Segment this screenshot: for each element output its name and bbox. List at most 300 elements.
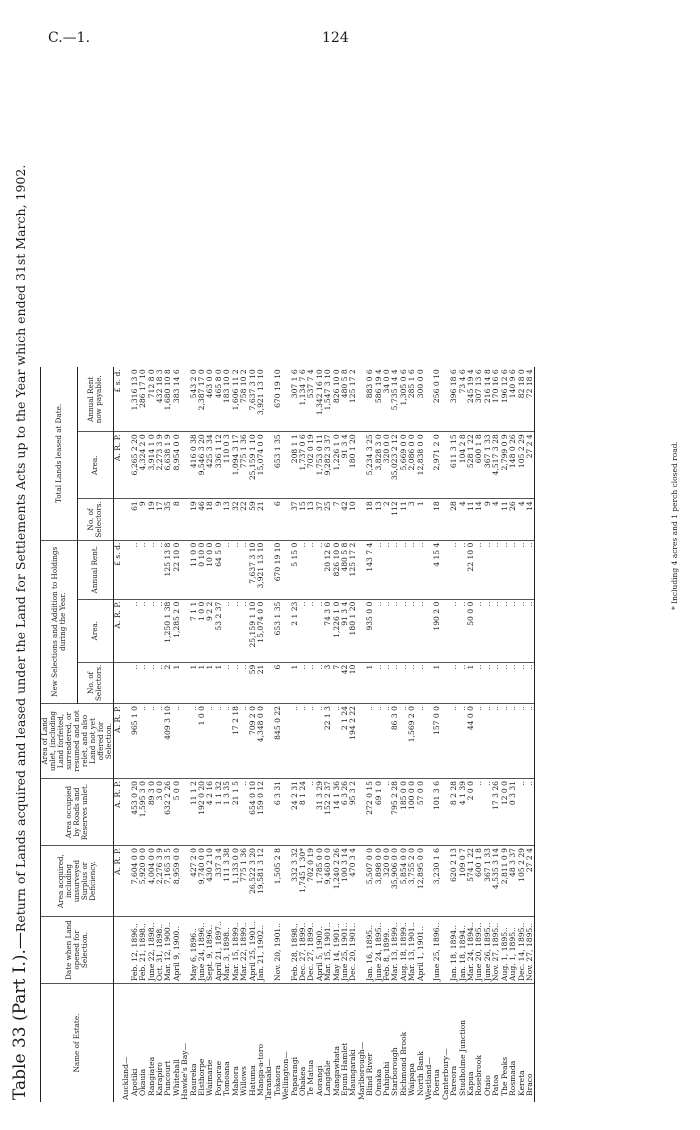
new-area: ..	[240, 599, 248, 662]
new-rent: 3,921 13 10	[257, 540, 265, 599]
roads-reserves: 24 2 31	[291, 779, 299, 846]
roads-reserves: ..	[475, 779, 483, 846]
roads-reserves: 5 0 0	[173, 779, 181, 846]
estate-name: Blind River	[365, 1052, 375, 1096]
rent-payable: 73 4 6	[459, 367, 467, 432]
new-selectors: ..	[375, 662, 383, 703]
area-acquired: 1,133 0 0	[232, 846, 240, 917]
area-acquired: 109 0 7	[459, 846, 467, 917]
table-row	[408, 367, 416, 1102]
total-selectors: 42	[341, 499, 349, 540]
col-new-area: Area.	[77, 599, 114, 662]
total-selectors: 13	[223, 499, 231, 540]
new-selectors: 6	[274, 662, 282, 703]
area-unlet: 17 2 18	[232, 704, 240, 779]
new-rent: ..	[383, 540, 391, 599]
area-acquired: 5,854 0 0	[400, 846, 408, 917]
area-unlet: ..	[307, 704, 315, 779]
date-opened: Nov. 27, 1895..	[526, 917, 535, 984]
roads-reserves: 185 0 0	[400, 779, 408, 846]
table-row	[291, 367, 299, 1102]
roads-reserves: ..	[526, 779, 535, 846]
area-unlet: ..	[400, 704, 408, 779]
area-acquired: 26,522 3 20	[249, 846, 257, 917]
estate-name: North Bank	[415, 1051, 425, 1096]
rent-payable: 883 0 6	[366, 367, 374, 432]
district-row	[358, 367, 366, 1102]
area-acquired: 574 1 22	[467, 846, 475, 917]
new-area: 1,250 1 38	[164, 599, 172, 662]
date-opened: June 20, 1895..	[475, 917, 483, 984]
area-acquired: 1,505 2 8	[274, 846, 282, 917]
new-rent: ..	[509, 540, 517, 599]
total-area: 1,753 0 11	[316, 432, 324, 499]
total-area: 1,737 0 6	[299, 432, 307, 499]
col-new-selectors: No. of Selectors.	[77, 662, 114, 703]
total-selectors: 37	[291, 499, 299, 540]
area-acquired: 48 3 37	[509, 846, 517, 917]
new-selectors: ..	[223, 662, 231, 703]
new-area: 935 0 0	[366, 599, 374, 662]
total-selectors: 6	[274, 499, 282, 540]
total-area: 5,669 0 0	[400, 432, 408, 499]
district-name: Hawke's Bay—	[180, 1042, 190, 1100]
total-area: 2,273 3 9	[156, 432, 164, 499]
area-acquired: 4,004 0 0	[148, 846, 156, 917]
new-area: ..	[518, 599, 526, 662]
estate-name: Raureka	[188, 1063, 198, 1096]
area-unlet: ..	[484, 704, 492, 779]
table-row	[433, 367, 441, 1102]
date-opened: Jan. 18, 1894..	[450, 917, 458, 984]
new-selectors: ..	[492, 662, 500, 703]
table-title-text: Return of Lands acquired and leased under the Land for Settlements Acts up to the Year which ended 31st March, 1902.	[13, 164, 28, 933]
area-acquired: 427 2 0	[190, 846, 198, 917]
rent-payable: 307 13 6	[475, 367, 483, 432]
total-area: 4,324 2 0	[139, 432, 147, 499]
district-name: Taranaki—	[264, 1058, 274, 1100]
new-selectors: 1	[366, 662, 374, 703]
new-rent: ..	[299, 540, 307, 599]
new-rent: 826 10 0	[333, 540, 341, 599]
date-opened: Mar. 3, 1898..	[223, 917, 231, 984]
total-selectors: 11	[501, 499, 509, 540]
new-rent: 143 7 4	[366, 540, 374, 599]
roads-reserves: 4 2 16	[206, 779, 214, 846]
new-selectors: ..	[148, 662, 156, 703]
total-selectors: 18	[366, 499, 374, 540]
total-area: 611 3 15	[450, 432, 458, 499]
date-opened: Jan. 21, 1902..	[257, 917, 265, 984]
table-row	[215, 367, 223, 1102]
estate-name: Okauia	[138, 1068, 148, 1096]
date-opened: Mar. 15, 1899..	[232, 917, 240, 984]
estate-name: Apotiki	[129, 1068, 139, 1096]
landscape-page	[0, 60, 700, 1130]
table-row	[198, 367, 206, 1102]
total-selectors: 28	[450, 499, 458, 540]
total-area: 3,914 1 0	[148, 432, 156, 499]
total-area: 180 1 20	[349, 432, 357, 499]
district-row	[282, 367, 290, 1102]
total-selectors: 10	[349, 499, 357, 540]
roads-reserves: ..	[484, 779, 492, 846]
new-selectors: ..	[391, 662, 399, 703]
table-row	[274, 367, 282, 1102]
new-selectors: ..	[383, 662, 391, 703]
estate-name: Karapiro	[155, 1062, 165, 1096]
table-title-prefix: Table 33 (Part I.).—	[10, 932, 30, 1100]
rent-payable: 5,735 14 4	[391, 367, 399, 432]
total-area: 25,159 1 10	[249, 432, 257, 499]
new-rent: ..	[417, 540, 425, 599]
col-total-area: Area.	[77, 432, 114, 499]
date-opened: Aug. 1, 1895..	[509, 917, 517, 984]
new-area: ..	[375, 599, 383, 662]
district-name: Marlborough—	[356, 1041, 366, 1100]
new-selectors: 1	[206, 662, 214, 703]
date-opened: Dec. 27, 1899..	[307, 917, 315, 984]
total-area: 6,265 2 20	[131, 432, 139, 499]
new-rent: ..	[375, 540, 383, 599]
date-opened: Dec. 20, 1901..	[349, 917, 357, 984]
estate-name: Poerua	[432, 1069, 442, 1096]
area-unlet: 44 0 0	[467, 704, 475, 779]
new-area: ..	[492, 599, 500, 662]
area-unlet: ..	[366, 704, 374, 779]
date-opened: April 21, 1897..	[215, 917, 223, 984]
new-selectors: ..	[156, 662, 164, 703]
date-opened: Feb. 21, 1898..	[139, 917, 147, 984]
new-area: ..	[131, 599, 139, 662]
table-row	[492, 367, 500, 1102]
area-acquired: 775 1 36	[240, 846, 248, 917]
area-acquired: 4,535 3 14	[492, 846, 500, 917]
new-rent: ..	[131, 540, 139, 599]
date-opened: Feb. 28, 1898..	[291, 917, 299, 984]
new-area: 2 1 23	[291, 599, 299, 662]
new-rent: ..	[408, 540, 416, 599]
estate-name: Pareora	[449, 1065, 459, 1096]
unit-label: A. R. P.	[114, 599, 123, 662]
estate-name: Rangiatea	[146, 1056, 156, 1096]
roads-reserves: 152 2 37	[324, 779, 332, 846]
rent-payable: 396 18 6	[450, 367, 458, 432]
rent-payable: 1,316 13 0	[131, 367, 139, 432]
area-acquired: 35,906 0 0	[391, 846, 399, 917]
new-area: ..	[148, 599, 156, 662]
total-area: 336 1 12	[215, 432, 223, 499]
total-selectors: 22	[240, 499, 248, 540]
table-row	[509, 367, 517, 1102]
table-row	[467, 367, 475, 1102]
total-selectors: 11	[467, 499, 475, 540]
col-area: Area acquired, including unsurveyed Surplus or Deficiency.	[41, 846, 114, 917]
table-row	[131, 367, 139, 1102]
footnote: * Including 4 acres and 1 perch closed road.	[670, 441, 679, 610]
total-selectors: 112	[391, 499, 399, 540]
area-acquired: 367 1 33	[484, 846, 492, 917]
district-name: Auckland—	[121, 1056, 131, 1100]
date-opened: April 9, 1900..	[173, 917, 181, 984]
rent-payable: 826 10 0	[333, 367, 341, 432]
new-area: ..	[459, 599, 467, 662]
date-opened: Jan. 18, 1894..	[459, 917, 467, 984]
rent-payable: 1,680 10 8	[164, 367, 172, 432]
table-row	[484, 367, 492, 1102]
new-rent: ..	[240, 540, 248, 599]
rent-payable: 125 17 2	[349, 367, 357, 432]
rent-payable: 480 5 8	[341, 367, 349, 432]
estate-name: Hatuma	[247, 1065, 257, 1096]
total-selectors: 19	[148, 499, 156, 540]
area-acquired: 332 3 32	[291, 846, 299, 917]
date-opened: April 5, 1900..	[316, 917, 324, 984]
area-acquired: 19,581 3 12	[257, 846, 265, 917]
table-body	[122, 367, 534, 1102]
unit-label: A. R. P.	[114, 704, 123, 779]
total-selectors: 59	[249, 499, 257, 540]
area-acquired: 7,604 0 0	[131, 846, 139, 917]
estate-name: Braco	[526, 984, 535, 1103]
new-rent: 20 12 6	[324, 540, 332, 599]
total-selectors: 4	[518, 499, 526, 540]
roads-reserves: 654 0 10	[249, 779, 257, 846]
new-selectors: 59	[249, 662, 257, 703]
area-unlet: 965 1 0	[131, 704, 139, 779]
area-acquired: 8,959 0 0	[173, 846, 181, 917]
estate-name: Richmond Brook	[398, 1031, 408, 1096]
estate-name: Otaio	[482, 1075, 492, 1096]
area-acquired: 111 3 38	[223, 846, 231, 917]
rent-payable: 712 8 0	[148, 367, 156, 432]
rent-payable: 216 14 8	[484, 367, 492, 432]
new-selectors: ..	[139, 662, 147, 703]
new-rent: 480 5 8	[341, 540, 349, 599]
total-selectors: 9	[484, 499, 492, 540]
new-area: 91 3 4	[341, 599, 349, 662]
estate-name: Studholme Junction	[457, 1019, 467, 1096]
district-name: Canterbury—	[440, 1048, 450, 1100]
total-area: 416 0 38	[190, 432, 198, 499]
new-area: ..	[299, 599, 307, 662]
roads-reserves: 8 2 28	[450, 779, 458, 846]
new-area: ..	[232, 599, 240, 662]
new-rent: ..	[518, 540, 526, 599]
table-row	[164, 367, 172, 1102]
estate-name: Langdale	[323, 1060, 333, 1096]
date-opened: Feb. 12, 1896..	[131, 917, 139, 984]
new-area: 1,285 2 0	[173, 599, 181, 662]
area-unlet: ..	[215, 704, 223, 779]
total-area: 3,828 3 0	[375, 432, 383, 499]
col-roads: Area occupied by Roads and Reserves unlet.	[41, 779, 114, 846]
rent-payable: 1,134 7 6	[299, 367, 307, 432]
new-area: ..	[408, 599, 416, 662]
total-selectors: 25	[324, 499, 332, 540]
new-rent: 22 10 0	[467, 540, 475, 599]
estate-name: Puncourt	[163, 1060, 173, 1096]
table-row	[417, 367, 425, 1102]
roads-reserves: 453 0 20	[131, 779, 139, 846]
date-opened: Mar. 22, 1899..	[240, 917, 248, 984]
date-opened: Nov. 20, 1901..	[274, 917, 282, 984]
new-rent: ..	[232, 540, 240, 599]
roads-reserves: ..	[307, 779, 315, 846]
new-area: ..	[383, 599, 391, 662]
date-opened: Mar. 12, 1900..	[164, 917, 172, 984]
total-selectors: 9	[215, 499, 223, 540]
new-selectors: ..	[417, 662, 425, 703]
new-rent: 5 15 0	[291, 540, 299, 599]
table-row	[299, 367, 307, 1102]
new-area: 9 2 2	[206, 599, 214, 662]
new-rent: 125 17 2	[349, 540, 357, 599]
table-row	[190, 367, 198, 1102]
new-selectors: 1	[467, 662, 475, 703]
area-acquired: 1,745 1 30*	[299, 846, 307, 917]
area-unlet: 86 3 0	[391, 704, 399, 779]
total-selectors: 37	[316, 499, 324, 540]
new-area: ..	[307, 599, 315, 662]
rent-payable: 245 19 4	[467, 367, 475, 432]
date-opened: Dec. 27, 1899..	[299, 917, 307, 984]
area-acquired: 620 2 13	[450, 846, 458, 917]
new-area: ..	[391, 599, 399, 662]
new-area: ..	[417, 599, 425, 662]
date-opened: Feb. 8, 1899..	[383, 917, 391, 984]
new-selectors: ..	[131, 662, 139, 703]
estate-name: Manga-a-toro	[255, 1043, 265, 1096]
total-selectors: 35	[164, 499, 172, 540]
estate-name: The Peaks	[499, 1056, 509, 1096]
total-selectors: 18	[433, 499, 441, 540]
estate-name: Waipapa	[407, 1063, 417, 1096]
table-row	[316, 367, 324, 1102]
new-selectors: ..	[450, 662, 458, 703]
estate-name: Tokaora	[272, 1065, 282, 1096]
roads-reserves: 31 3 29	[316, 779, 324, 846]
roads-reserves: 272 0 15	[366, 779, 374, 846]
table-row	[148, 367, 156, 1102]
rent-payable: 758 10 2	[240, 367, 248, 432]
new-area: 74 3 0	[324, 599, 332, 662]
col-total-selectors: No. of Selectors.	[77, 499, 114, 540]
area-unlet: ..	[333, 704, 341, 779]
new-area: 653 1 35	[274, 599, 282, 662]
new-rent: ..	[526, 540, 535, 599]
roads-reserves: 11 1 2	[190, 779, 198, 846]
total-area: 320 0 0	[383, 432, 391, 499]
rent-payable: 537 7 4	[307, 367, 315, 432]
total-selectors: 18	[206, 499, 214, 540]
new-selectors: 21	[257, 662, 265, 703]
roads-reserves: 57 0 0	[417, 779, 425, 846]
date-opened: June 26, 1895..	[484, 917, 492, 984]
area-unlet: ..	[518, 704, 526, 779]
area-acquired: 470 3 4	[349, 846, 357, 917]
area-acquired: 5,920 0 0	[139, 846, 147, 917]
new-selectors: 1	[190, 662, 198, 703]
total-selectors: 3	[408, 499, 416, 540]
total-area: 9,282 3 37	[324, 432, 332, 499]
new-selectors: ..	[408, 662, 416, 703]
col-unlet: Area of Land unlet, (including Land forfeited, surrendered, or resumed and not relet, and also Land not yet offered for Selection.	[41, 704, 114, 779]
new-selectors: 3	[324, 662, 332, 703]
roads-reserves: 632 2 26	[164, 779, 172, 846]
roads-reserves: 1 1 32	[215, 779, 223, 846]
area-unlet: ..	[139, 704, 147, 779]
new-selectors: 42	[341, 662, 349, 703]
area-unlet: ..	[173, 704, 181, 779]
area-unlet: ..	[509, 704, 517, 779]
rent-payable: 465 8 0	[215, 367, 223, 432]
table-row	[526, 367, 535, 1102]
area-unlet: 22 1 3	[324, 704, 332, 779]
total-area: 528 1 22	[467, 432, 475, 499]
estate-name: Omaka	[373, 1068, 383, 1096]
new-selectors: ..	[509, 662, 517, 703]
new-selectors: 2	[164, 662, 172, 703]
estate-name: Porporae	[213, 1060, 223, 1096]
new-rent: ..	[307, 540, 315, 599]
total-selectors: 1	[417, 499, 425, 540]
estate-name: Ohakea	[297, 1066, 307, 1096]
date-opened: Mar. 15, 1901..	[324, 917, 332, 984]
table-row	[206, 367, 214, 1102]
total-area: 8,954 0 0	[173, 432, 181, 499]
roads-reserves: 6 3 26	[341, 779, 349, 846]
area-unlet: ..	[526, 704, 535, 779]
roads-reserves: 21 1 5	[232, 779, 240, 846]
roads-reserves: 95 3 2	[349, 779, 357, 846]
area-unlet: 845 0 22	[274, 704, 282, 779]
total-selectors: 13	[375, 499, 383, 540]
date-opened: Oct. 31, 1898..	[156, 917, 164, 984]
new-selectors: 1	[173, 662, 181, 703]
new-area: 53 2 37	[215, 599, 223, 662]
total-selectors: 19	[190, 499, 198, 540]
rent-payable: 3,921 13 10	[257, 367, 265, 432]
estate-name: Kereta	[516, 1070, 526, 1096]
col-total-rent: Annual Rent now payable.	[77, 367, 114, 432]
estate-name: Te Matua	[306, 1059, 316, 1096]
date-opened: June 22, 1898..	[148, 917, 156, 984]
roads-reserves: 89 3 0	[148, 779, 156, 846]
rent-payable: 196 12 6	[501, 367, 509, 432]
estate-name: Maungaraki	[348, 1049, 358, 1096]
table-row	[366, 367, 374, 1102]
new-rent: ..	[400, 540, 408, 599]
rent-payable: 1,342 16 10	[316, 367, 324, 432]
area-acquired: 702 0 19	[307, 846, 315, 917]
area-unlet: 194 2 22	[349, 704, 357, 779]
area-unlet: ..	[240, 704, 248, 779]
col-name: Name of Estate.	[41, 984, 114, 1103]
area-acquired: 5,507 0 0	[366, 846, 374, 917]
roads-reserves: 2 0 0	[467, 779, 475, 846]
table-row	[501, 367, 509, 1102]
area-acquired: 600 1 8	[475, 846, 483, 917]
total-selectors: 61	[131, 499, 139, 540]
estate-name: Rosmada	[508, 1060, 518, 1096]
new-area: ..	[139, 599, 147, 662]
total-area: 653 1 35	[274, 432, 282, 499]
estate-name: Starborough	[390, 1047, 400, 1096]
total-selectors: 32	[232, 499, 240, 540]
total-area: 91 3 4	[341, 432, 349, 499]
col-date: Date when Land opened for Selection.	[41, 917, 114, 984]
